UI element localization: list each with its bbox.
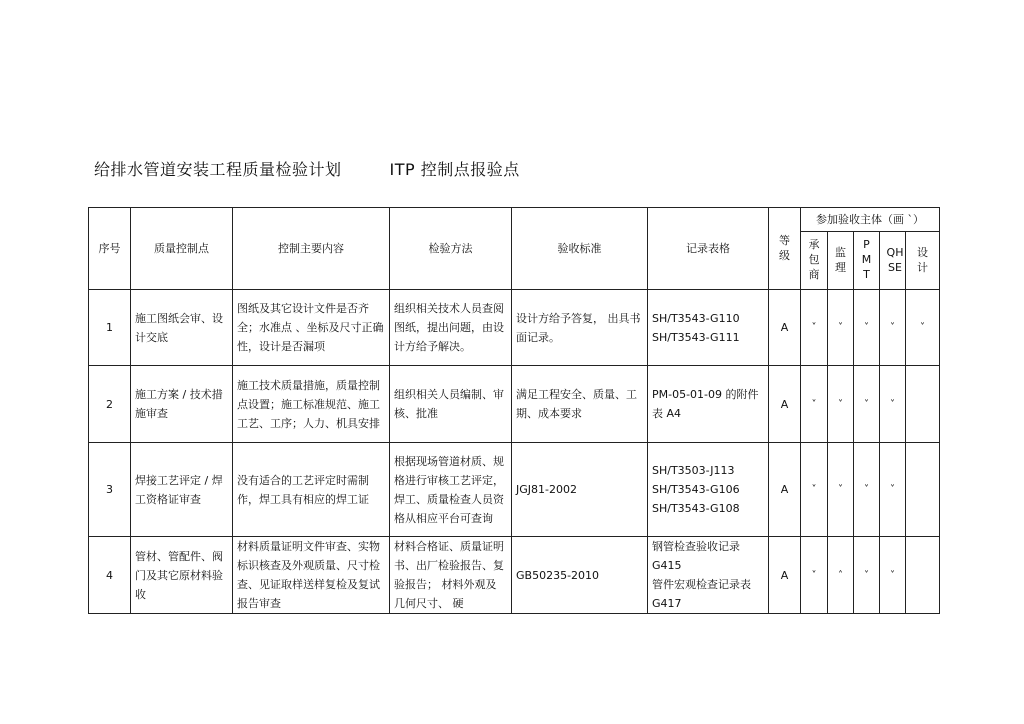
form-line: SH/T3543-G106 — [652, 483, 740, 496]
mark-design: ˅ — [906, 290, 940, 366]
row-grade: A — [769, 443, 801, 537]
form-line: SH/T3543-G111 — [652, 330, 740, 344]
mark-pmt: ˅ — [854, 443, 880, 537]
row-content: 施工技术质量措施，质量控制点设置；施工标准规范、施工工艺、工序；人力、机具安排 — [233, 366, 390, 443]
row-standard: GB50235-2010 — [512, 537, 648, 614]
mark-supervisor: ˄ — [828, 537, 854, 614]
row-form — [648, 290, 769, 366]
header-row-1 — [89, 208, 940, 232]
document-title — [94, 157, 520, 180]
row-seq: 4 — [89, 537, 131, 614]
mark-pmt: ˅ — [854, 290, 880, 366]
header-form: 记录表格 — [648, 208, 769, 290]
table-row — [89, 290, 940, 366]
header-party-pmt: PMT — [861, 238, 872, 281]
title-main: 给排水管道安装工程质量检验计划 — [94, 160, 342, 179]
row-point: 施工方案 / 技术措施审查 — [131, 366, 233, 443]
row-form — [648, 537, 769, 614]
table-row — [89, 366, 940, 443]
row-seq: 1 — [89, 290, 131, 366]
row-content: 图纸及其它设计文件是否齐全；水准点 、坐标及尺寸正确性，设计是否漏项 — [233, 290, 390, 366]
mark-contractor: ˅ — [801, 366, 828, 443]
header-standard: 验收标准 — [512, 208, 648, 290]
mark-qhse: ˅ — [880, 290, 906, 366]
row-method: 组织相关人员编制、审核、批准 — [390, 366, 512, 443]
row-standard: JGJ81-2002 — [512, 443, 648, 537]
header-method: 检验方法 — [390, 208, 512, 290]
row-grade: A — [769, 366, 801, 443]
mark-pmt: ˅ — [854, 537, 880, 614]
mark-supervisor: ˅ — [828, 290, 854, 366]
header-participants: 参加验收主体（画 `） — [801, 208, 940, 232]
header-party-supervisor: 监理 — [835, 245, 846, 274]
row-method: 根据现场管道材质、规格进行审核工艺评定，焊工、质量检查人员资格从相应平台可查询 — [390, 443, 512, 537]
form-line: SH/T3543-G110 — [652, 311, 740, 325]
mark-supervisor: ˅ — [828, 366, 854, 443]
mark-design — [906, 443, 940, 537]
header-seq: 序号 — [89, 208, 131, 290]
table-row — [89, 537, 940, 614]
header-party-qhse: QHSE — [886, 245, 904, 274]
title-itp: ITP 控制点报验点 — [389, 160, 520, 179]
form-line: 钢管检查验收记录 G415 — [652, 540, 740, 572]
mark-design — [906, 537, 940, 614]
form-line: PM-05-01-09 的附件 表 A4 — [652, 388, 759, 420]
mark-qhse: ˅ — [880, 366, 906, 443]
header-grade: 等级 — [779, 233, 790, 262]
mark-contractor: ˅ — [801, 290, 828, 366]
mark-contractor: ˅ — [801, 443, 828, 537]
row-form — [648, 443, 769, 537]
itp-table — [88, 207, 940, 614]
mark-qhse: ˅ — [880, 537, 906, 614]
row-seq: 3 — [89, 443, 131, 537]
header-point: 质量控制点 — [131, 208, 233, 290]
row-method: 组织相关技术人员查阅图纸，提出问题，由设计方给予解决。 — [390, 290, 512, 366]
row-point: 施工图纸会审、设计交底 — [131, 290, 233, 366]
mark-qhse: ˅ — [880, 443, 906, 537]
form-line: 管件宏观检查记录表 G417 — [652, 578, 751, 610]
row-standard: 设计方给予答复， 出具书面记录。 — [512, 290, 648, 366]
header-content: 控制主要内容 — [233, 208, 390, 290]
mark-pmt: ˅ — [854, 366, 880, 443]
form-line: SH/T3503-J113 — [652, 464, 735, 477]
form-line: SH/T3543-G108 — [652, 502, 740, 515]
row-content: 材料质量证明文件审查、实物标识核查及外观质量、尺寸检查、见证取样送样复检及复试报告审查 — [233, 537, 390, 614]
row-content: 没有适合的工艺评定时需制作，焊工具有相应的焊工证 — [233, 443, 390, 537]
row-method: 材料合格证、质量证明书、出厂检验报告、复验报告； 材料外观及几何尺寸、 硬 — [390, 537, 512, 614]
header-party-contractor: 承包商 — [808, 238, 820, 281]
mark-contractor: ˅ — [801, 537, 828, 614]
row-grade: A — [769, 537, 801, 614]
row-grade: A — [769, 290, 801, 366]
row-seq: 2 — [89, 366, 131, 443]
row-standard: 满足工程安全、质量、工期、成本要求 — [512, 366, 648, 443]
mark-design — [906, 366, 940, 443]
row-point: 管材、管配件、阀门及其它原材料验收 — [131, 537, 233, 614]
row-point: 焊接工艺评定 / 焊工资格证审查 — [131, 443, 233, 537]
header-party-design: 设计 — [917, 245, 929, 274]
mark-supervisor: ˅ — [828, 443, 854, 537]
row-form — [648, 366, 769, 443]
table-row — [89, 443, 940, 537]
